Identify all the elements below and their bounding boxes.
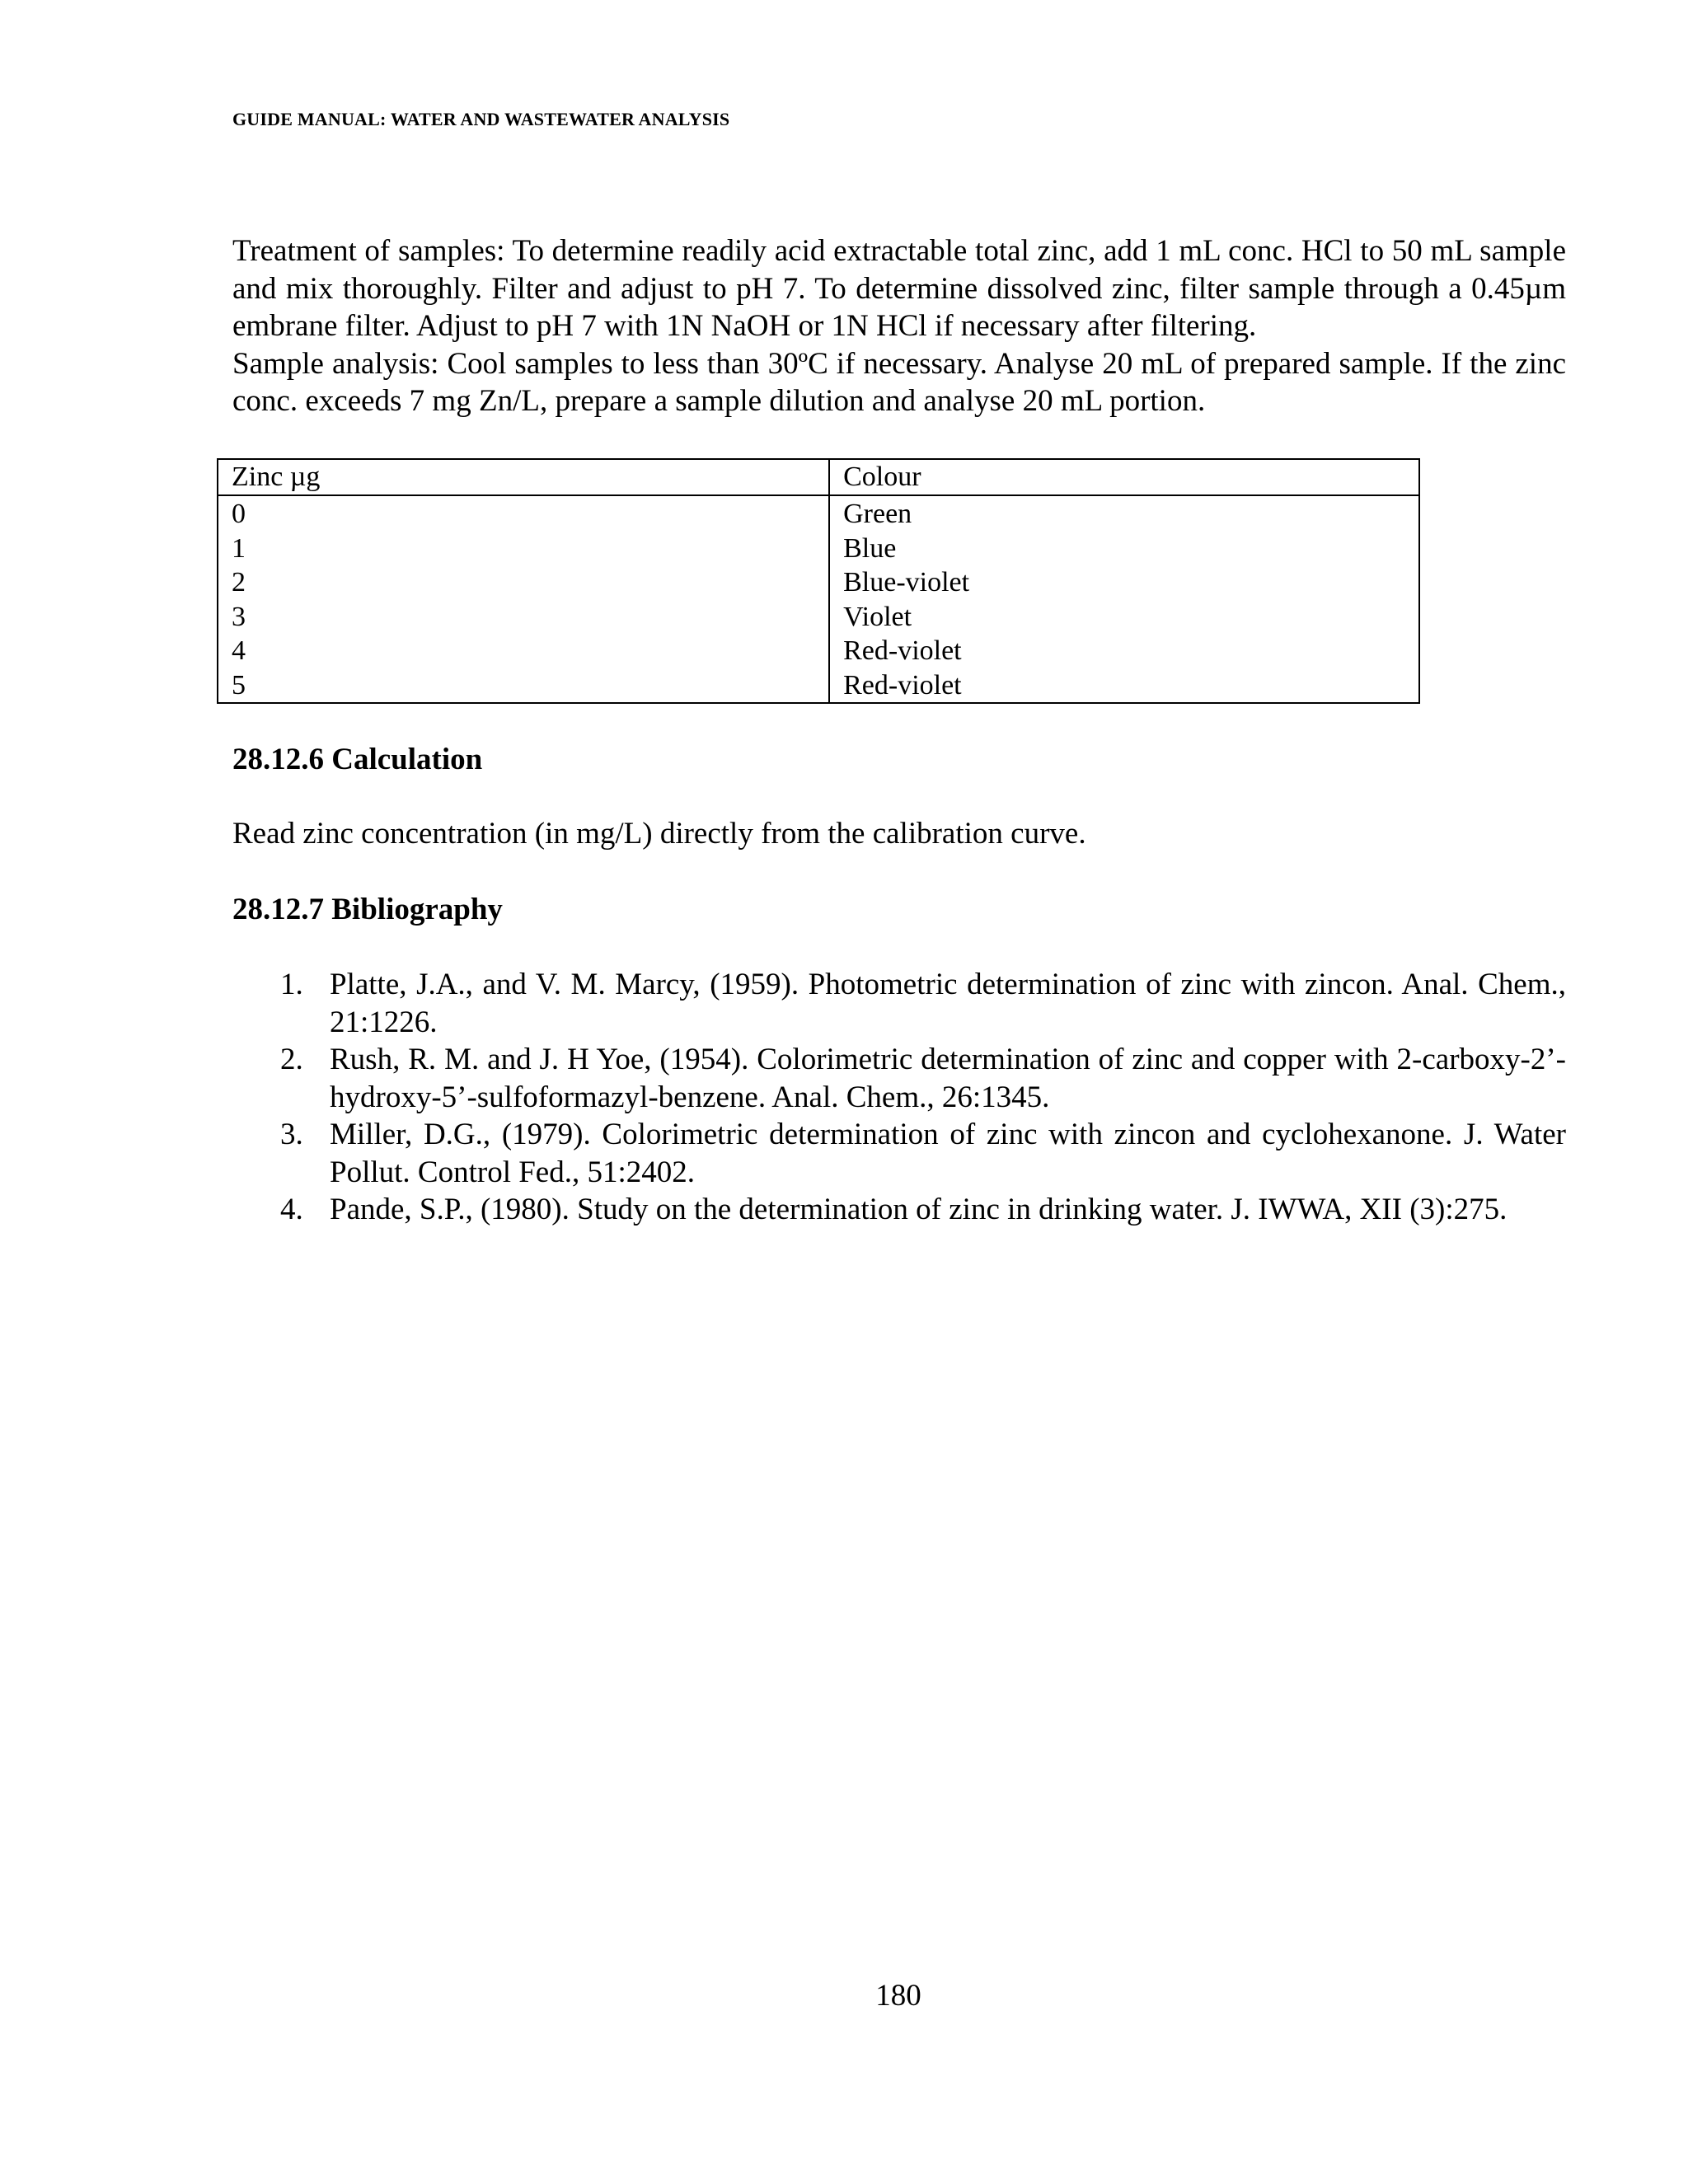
item-number: 3. xyxy=(280,1118,303,1151)
item-text: Pande, S.P., (1980). Study on the determination of zinc in drinking water. J. IWWA, XII (3):275. xyxy=(330,1193,1507,1226)
item-number: 4. xyxy=(280,1193,303,1226)
colour-cell: Blue xyxy=(829,532,1419,566)
item-text: Rush, R. M. and J. H Yoe, (1954). Colorimetric determination of zinc and copper with 2-carboxy-2’-hydroxy-5’-sulfoformazyl-benzene. Anal. Chem., 26:1345. xyxy=(330,1043,1566,1114)
bibliography-list xyxy=(280,966,1566,1229)
header-colour: Colour xyxy=(829,459,1419,495)
table-row xyxy=(218,634,1419,668)
colour-cell: Blue-violet xyxy=(829,565,1419,600)
bibliography-item xyxy=(280,966,1566,1041)
analysis-text: Sample analysis: Cool samples to less than 30ºC if necessary. Analyse 20 mL of prepared sample. If the zinc conc. exceeds 7 mg Zn/L, prepare a sample dilution and analyse 20 mL portion. xyxy=(232,346,1566,418)
bibliography-item xyxy=(280,1041,1566,1116)
table-row xyxy=(218,600,1419,635)
table-row xyxy=(218,565,1419,600)
colour-cell: Violet xyxy=(829,600,1419,635)
bibliography-item xyxy=(280,1191,1566,1229)
item-number: 2. xyxy=(280,1043,303,1076)
colour-cell: Red-violet xyxy=(829,634,1419,668)
calculation-text: Read zinc concentration (in mg/L) directly from the calibration curve. xyxy=(232,817,1086,851)
zinc-cell: 2 xyxy=(218,565,829,600)
table-row xyxy=(218,532,1419,566)
table-row xyxy=(218,495,1419,532)
treatment-text: Treatment of samples: To determine readily acid extractable total zinc, add 1 mL conc. HCl to 50 mL sample and mix thoroughly. Filter and adjust to pH 7. To determine dissolved zinc, filter sample through a 0.45µm embrane filter. Adjust to pH 7 with 1N NaOH or 1N HCl if necessary after filtering. xyxy=(232,234,1566,343)
running-header: GUIDE MANUAL: WATER AND WASTEWATER ANALYSIS xyxy=(232,109,730,129)
item-number: 1. xyxy=(280,968,303,1001)
table-row xyxy=(218,668,1419,704)
zinc-cell: 1 xyxy=(218,532,829,566)
bibliography-item xyxy=(280,1116,1566,1191)
calculation-heading: 28.12.6 Calculation xyxy=(232,743,483,776)
colour-cell: Red-violet xyxy=(829,668,1419,704)
table-header-row xyxy=(218,459,1419,495)
zinc-cell: 0 xyxy=(218,495,829,532)
item-text: Platte, J.A., and V. M. Marcy, (1959). Photometric determination of zinc with zincon. Anal. Chem., 21:1226. xyxy=(330,968,1566,1039)
page-number: 180 xyxy=(875,1979,921,2013)
colour-cell: Green xyxy=(829,495,1419,532)
bibliography-heading: 28.12.7 Bibliography xyxy=(232,893,503,926)
item-text: Miller, D.G., (1979). Colorimetric determination of zinc with zincon and cyclohexanone. J. Water Pollut. Control Fed., 51:2402. xyxy=(330,1118,1566,1189)
zinc-cell: 4 xyxy=(218,634,829,668)
zinc-cell: 3 xyxy=(218,600,829,635)
intro-paragraph xyxy=(232,232,1566,420)
zinc-colour-table xyxy=(217,458,1420,704)
header-zinc: Zinc µg xyxy=(218,459,829,495)
zinc-cell: 5 xyxy=(218,668,829,704)
